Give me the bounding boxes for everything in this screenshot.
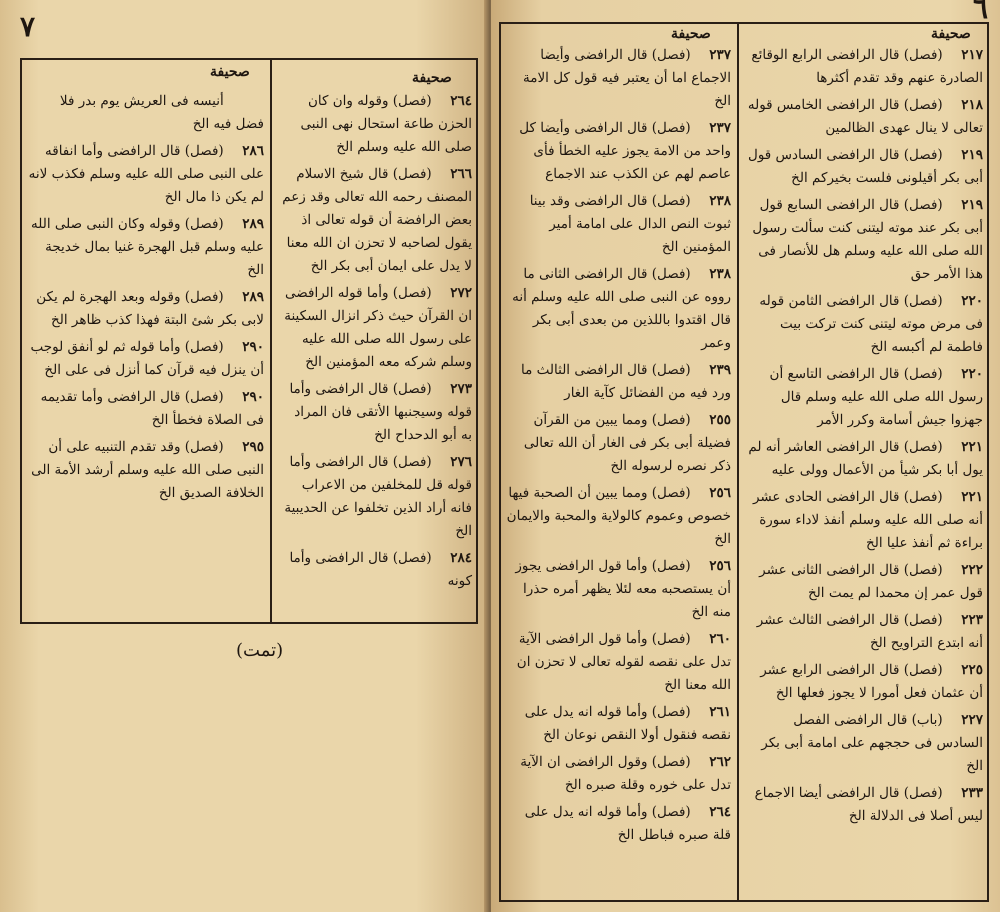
toc-entry: ٢٣٣ (فصل) قال الرافضى أيضا الاجماع ليس أصلا فى الدلالة الخ [754, 785, 983, 824]
right-page [491, 0, 1000, 912]
toc-entry: ٢٣٧ (فصل) قال الرافضى وأيضا كل واحد من الامة يجوز عليه الخطأ فأى عاصم لهم عن الكذب عند الاجماع [519, 120, 731, 182]
column-divider [270, 58, 272, 623]
toc-entry: ٢٣٩ (فصل) قال الرافضى الثالث ما ورد فيه من الفضائل كآية الغار [521, 362, 731, 401]
toc-entry: ٢٨٤ (فصل) قال الرافضى وأما كونه [289, 550, 472, 589]
column-header: صحيفة [931, 26, 971, 42]
top-rule [20, 58, 478, 60]
column-header: صحيفة [671, 26, 711, 42]
page-number: ٧ [20, 10, 36, 43]
toc-entry: ٢٢٥ (فصل) قال الرافضى الرابع عشر أن عثمان فعل أمورا لا يجوز فعلها الخ [760, 662, 983, 701]
toc-entry: ٢٥٦ (فصل) ومما يبين أن الصحبة فيها خصوص وعموم كالولاية والمحبة والايمان الخ [506, 485, 731, 547]
bottom-rule [20, 622, 478, 624]
toc-entry: ٢٦٢ (فصل) وقول الرافضى ان الآية تدل على خوره وقلة صبره الخ [520, 754, 731, 793]
toc-entry: ٢٨٦ (فصل) قال الرافضى وأما انفاقه على النبى صلى الله عليه وسلم فكذب لانه لم يكن ذا مال الخ [28, 143, 264, 205]
toc-entry: ٢٧٦ (فصل) قال الرافضى وأما قوله قل للمخلفين من الاعراب فانه أراد الذين تخلفوا عن الحديبية الخ [284, 454, 472, 539]
toc-entry: ٢٦٤ (فصل) وأما قوله انه يدل على قلة صبره فباطل الخ [524, 804, 731, 843]
page-number: ٦ [973, 0, 989, 25]
toc-entry: ٢٥٥ (فصل) ومما يبين من القرآن فضيلة أبى بكر فى الغار أن الله تعالى ذكر نصره لرسوله الخ [523, 412, 731, 474]
toc-entry: ٢٢١ (فصل) قال الرافضى الحادى عشر أنه صلى الله عليه وسلم أنفذ لاداء سورة براءة ثم أنفذ عليا الخ [752, 489, 983, 551]
column-header: صحيفة [412, 70, 452, 86]
toc-entry: ٢١٨ (فصل) قال الرافضى الخامس قوله تعالى لا ينال عهدى الظالمين [747, 97, 983, 136]
toc-entry: ٢٣٨ (فصل) قال الرافضى وقد بينا ثبوت النص الدال على امامة أمير المؤمنين الخ [529, 193, 731, 255]
left-border [20, 58, 22, 623]
toc-entry: ٢٦٤ (فصل) وقوله وان كان الحزن طاعة استحال نهى النبى صلى الله عليه وسلم الخ [300, 93, 472, 155]
toc-entry: ٢٨٩ (فصل) وقوله وبعد الهجرة لم يكن لابى بكر شئ البتة فهذا كذب ظاهر الخ [36, 289, 264, 328]
toc-entry: ٢٢٠ (فصل) قال الرافضى الثامن قوله فى مرض موته ليتنى كنت تركت بيت فاطمة لم أكبسه الخ [759, 293, 983, 355]
end-mark: (تمت) [236, 640, 284, 661]
toc-entry: ٢٦١ (فصل) وأما قوله انه يدل على نقصه فنقول أولا النقص نوعان الخ [524, 704, 731, 743]
right-border [476, 58, 478, 623]
toc-column-right [745, 44, 983, 832]
toc-entry: ٢٨٩ (فصل) وقوله وكان النبى صلى الله عليه وسلم قبل الهجرة غنيا بمال خديجة الخ [31, 216, 264, 278]
toc-entry: ٢٩٥ (فصل) وقد تقدم التنبيه على أن النبى صلى الله عليه وسلم أرشد الأمة الى الخلافة الصديق الخ [31, 439, 264, 501]
left-page [0, 0, 489, 912]
toc-entry: ٢٧٢ (فصل) وأما قوله الرافضى ان القرآن حيث ذكر انزال السكينة على رسول الله صلى الله عليه وسلم شركه معه المؤمنين الخ [284, 285, 472, 370]
toc-entry: ٢٢٠ (فصل) قال الرافضى التاسع أن رسول الله صلى الله عليه وسلم قال جهزوا جيش أسامة وكرر الأمر [769, 366, 983, 428]
toc-column-left [505, 44, 731, 851]
column-header: صحيفة [210, 64, 250, 80]
toc-column-left [28, 90, 264, 509]
column-divider [737, 24, 739, 900]
toc-entry: ٢١٧ (فصل) قال الرافضى الرابع الوقائع الصادرة عنهم وقد تقدم أكثرها [751, 47, 983, 86]
toc-entry: ٢٢١ (فصل) قال الرافضى العاشر أنه لم يول أبا بكر شيأ من الأعمال وولى عليه [748, 439, 983, 478]
toc-entry: ٢٦٦ (فصل) قال شيخ الاسلام المصنف رحمه الله تعالى وقد زعم بعض الرافضة أن قوله تعالى اذ يقول لصاحبه لا تحزن ان الله معنا لا يدل على ايمان أبى بكر الخ [282, 166, 472, 274]
toc-entry: ٢٣٨ (فصل) قال الرافضى الثانى ما رووه عن النبى صلى الله عليه وسلم أنه قال اقتدوا باللذين من بعدى أبى بكر وعمر [512, 266, 731, 351]
toc-entry: ٢٥٦ (فصل) وأما قول الرافضى يجوز أن يستصحبه معه لئلا يظهر أمره حذرا منه الخ [515, 558, 731, 620]
toc-entry: أنيسه فى العريش يوم بدر فلا فضل فيه الخ [59, 93, 264, 132]
toc-entry: ٢٣٧ (فصل) قال الرافضى وأيضا الاجماع اما أن يعتبر فيه قول كل الامة الخ [522, 47, 731, 109]
toc-entry: ٢٢٢ (فصل) قال الرافضى الثانى عشر قول عمر إن محمدا لم يمت الخ [759, 562, 983, 601]
toc-entry: ٢٦٠ (فصل) وأما قول الرافضى الآية تدل على نقصه لقوله تعالى لا تحزن ان الله معنا الخ [516, 631, 731, 693]
toc-entry: ٢١٩ (فصل) قال الرافضى السابع قول أبى بكر عند موته ليتنى كنت سألت رسول الله صلى الله عليه وسلم هل للأنصار فى هذا الأمر حق [752, 197, 983, 282]
toc-entry: ٢٩٠ (فصل) وأما قوله ثم لو أنفق لوجب أن ينزل فيه قرآن كما أنزل فى على الخ [30, 339, 264, 378]
toc-entry: ٢٩٠ (فصل) قال الرافضى وأما تقديمه فى الصلاة فخطأ الخ [40, 389, 264, 428]
toc-column-right [282, 90, 472, 597]
toc-entry: ٢١٩ (فصل) قال الرافضى السادس قول أبى بكر أقيلونى فلست بخيركم الخ [748, 147, 983, 186]
toc-entry: ٢٢٧ (باب) قال الرافضى الفصل السادس فى حججهم على امامة أبى بكر الخ [761, 712, 983, 774]
toc-entry: ٢٢٣ (فصل) قال الرافضى الثالث عشر أنه ابتدع التراويح الخ [756, 612, 983, 651]
toc-entry: ٢٧٣ (فصل) قال الرافضى وأما قوله وسيجنبها الأتقى فان المراد به أبو الدحداح الخ [289, 381, 472, 443]
